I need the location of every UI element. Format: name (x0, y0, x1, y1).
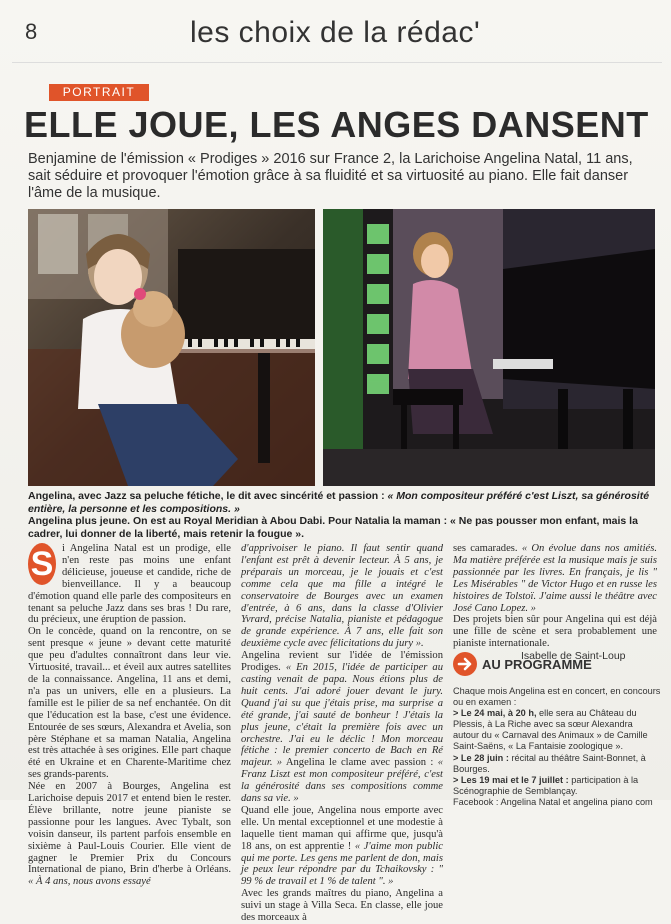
header-divider (12, 62, 662, 63)
programme-intro: Chaque mois Angelina est en concert, en concours ou en examen : (453, 686, 661, 708)
photo-girl-at-grand-piano-image (323, 209, 655, 486)
programme-text: récital au théâtre Saint-Bonnet, à Bourges. (453, 752, 646, 774)
photo-girl-with-plush (28, 209, 315, 486)
quote: « J'aime mon public qui me porte. Les gens me parlent de don, mais je peux leur répondre par du Tchaikovsky : " 99 % de travail et 1 % de talent ". » (241, 840, 443, 888)
programme-text: elle sera au Château du Plessis, à La Riche avec sa sœur Alexandra autour du « Carnaval des Animaux » de Camille Saint-Saëns, « La Fantaisie zoologique ». (453, 708, 648, 752)
paragraph-text: Angelina le clame avec passion : (285, 757, 434, 769)
paragraph: Avec les grands maîtres du piano, Angelina a suivi un stage à Villa Seca. En classe, elle joue des morceaux à (241, 888, 443, 924)
quote: d'apprivoiser le piano. Il faut sentir quand l'enfant est prêt à devenir lecteur. À 5 ans, je préparais un morceau, je le jouais et c'est comme cela que ma fille a intégré le conservatoire de Bourges avec un examen d'entrée, à 6 ans, dans la classe d'Olivier Yvrard, précise Natalia, pianiste et pédagogue de grande expérience. À 7 ans, elle fait son deuxième cycle avec félicitations du jury ». (241, 543, 443, 650)
paragraph: On le concède, quand on la rencontre, on se sent presque « jeune » devant cette maturité que peu d'adultes connaîtront dans leur vie. Virtuosité, travail... et éveil aux autres satellites de la connaissance. Angelina, 11 ans et demi, n'a pas un univers, elle en a plusieurs. La famille est le pilier de sa nef enchantée. On dit que l'éducation est la base, c'est une évidence. Entourée de ses sœurs, Alexandra et Avelia, son père Stéphane et sa maman Natalia, Angelina est très attachée à ses origines. Elle part chaque été en Ukraine et en Charente-Maritime chez ses grands-parents. (28, 626, 231, 781)
quote: « En 2015, l'idée de participer au casting venait de papa. Nous étions plus de huit cents. J'ai adoré jouer devant le jury. Quand j'ai su que j'étais prise, ma surprise a été grande, j'ai sauté de bonheur ! J'étais la plus jeune, c'était la première fois avec un orchestre. J'ai eu le déclic ! Mon morceau fétiche : le premier concerto de Bach en Ré majeur. » (241, 662, 443, 769)
programme-item (453, 775, 661, 797)
caption-1: Angelina, avec Jazz sa peluche fétiche, le dit avec sincérité et passion : (28, 490, 388, 502)
photo-caption (28, 490, 656, 540)
programme-item (453, 708, 661, 752)
paragraph (241, 543, 443, 650)
caption-2: Angelina plus jeune. On est au Royal Meridian à Abou Dabi. Pour Natalia la maman : « Ne pas pousser mon enfant, mais la cadrer, lui donner de la liberté, mais retenir la fougue ». (28, 515, 638, 540)
dropcap: S (28, 543, 56, 585)
programme-date: > Le 24 mai, à 20 h, (453, 708, 537, 719)
paragraph: i Angelina Natal est un prodige, elle n'en reste pas moins une enfant délicieuse, joueuse et candide, riche de bienveillance. Il y a beaucoup d'émotion quand elle parle des compositeurs en tenant sa peluche Jazz dans ses bras ! Du rare, du précieux, une éruption de passion. (28, 543, 231, 626)
paragraph: Des projets bien sûr pour Angelina qui est déjà une fille de scène et sera probablement une pianiste internationale. (453, 614, 657, 650)
paragraph (241, 650, 443, 805)
quote: « On évolue dans nos amitiés. Ma matière préférée est la musique mais je suis passionnée par les livres. En français, je lis " Les Misérables " de Victor Hugo et en russe les histoires de Tolstoï. J'aime aussi le théâtre avec José Cano Lopez. » (453, 543, 657, 614)
caption-1-quote: « Mon compositeur préféré c'est Liszt, sa générosité entière, la personne et les compositions. » (28, 490, 650, 515)
article-column-1 (28, 543, 231, 888)
quote: « Franz Liszt est mon compositeur préféré, c'est la générosité dans ses compositions comme dans sa vie. » (241, 757, 443, 805)
programme-list (453, 686, 661, 808)
photo-girl-with-plush-image (28, 209, 315, 486)
programme-title: AU PROGRAMME (482, 657, 592, 672)
paragraph (241, 805, 443, 888)
facebook-link[interactable]: Facebook : Angelina Natal et angelina piano com (453, 796, 653, 807)
page-number: 8 (25, 19, 38, 44)
lede: Benjamine de l'émission « Prodiges » 2016 sur France 2, la Larichoise Angelina Natal, 11 ans, sait séduire et provoquer l'émotion grâce à sa fluidité et sa virtuosité au piano. Elle fait danser l'âme de la musique. (28, 151, 633, 201)
paragraph-text: ses camarades. (453, 543, 518, 554)
paragraph-text: Née en 2007 à Bourges, Angelina est Larichoise depuis 2017 et entend bien le rester. Élève brillante, notre jeune pianiste se passionne pour les langues. Avec Tybalt, son voisin danseur, ils partent parfois ensemble en sixième à Paul-Louis Courier. Elle vient de gagner le Premier Prix du Concours International de piano, Brin d'herbe à Orléans. (28, 781, 231, 876)
paragraph-text: Angelina revient sur l'idée de l'émission Prodiges. (241, 650, 443, 674)
section-rubric: les choix de la rédac' (190, 16, 481, 49)
headline: ELLE JOUE, LES ANGES DANSENT (24, 104, 649, 145)
programme-date: > Le 28 juin : (453, 752, 509, 763)
programme-item (453, 753, 661, 775)
arrow-right-icon (453, 652, 477, 676)
paragraph-text: Quand elle joue, Angelina nous emporte avec elle. Un mental exceptionnel et une modestie à laquelle tient maman qui affirme que, jusqu'à 18 ans, on est apprentie ! (241, 804, 443, 852)
article-column-2 (241, 543, 443, 924)
article-column-3 (453, 543, 657, 650)
paragraph (453, 543, 657, 614)
programme-date: > Les 19 mai et le 7 juillet : (453, 774, 569, 785)
photo-girl-at-grand-piano (323, 209, 655, 486)
portrait-tag: PORTRAIT (49, 84, 149, 101)
programme-text: participation à la Scénographie de Semblançay. (453, 774, 639, 796)
quote: « À 4 ans, nous avons essayé (28, 876, 151, 888)
author-signature: Isabelle de Saint-Loup (521, 650, 626, 662)
paragraph (28, 781, 231, 888)
